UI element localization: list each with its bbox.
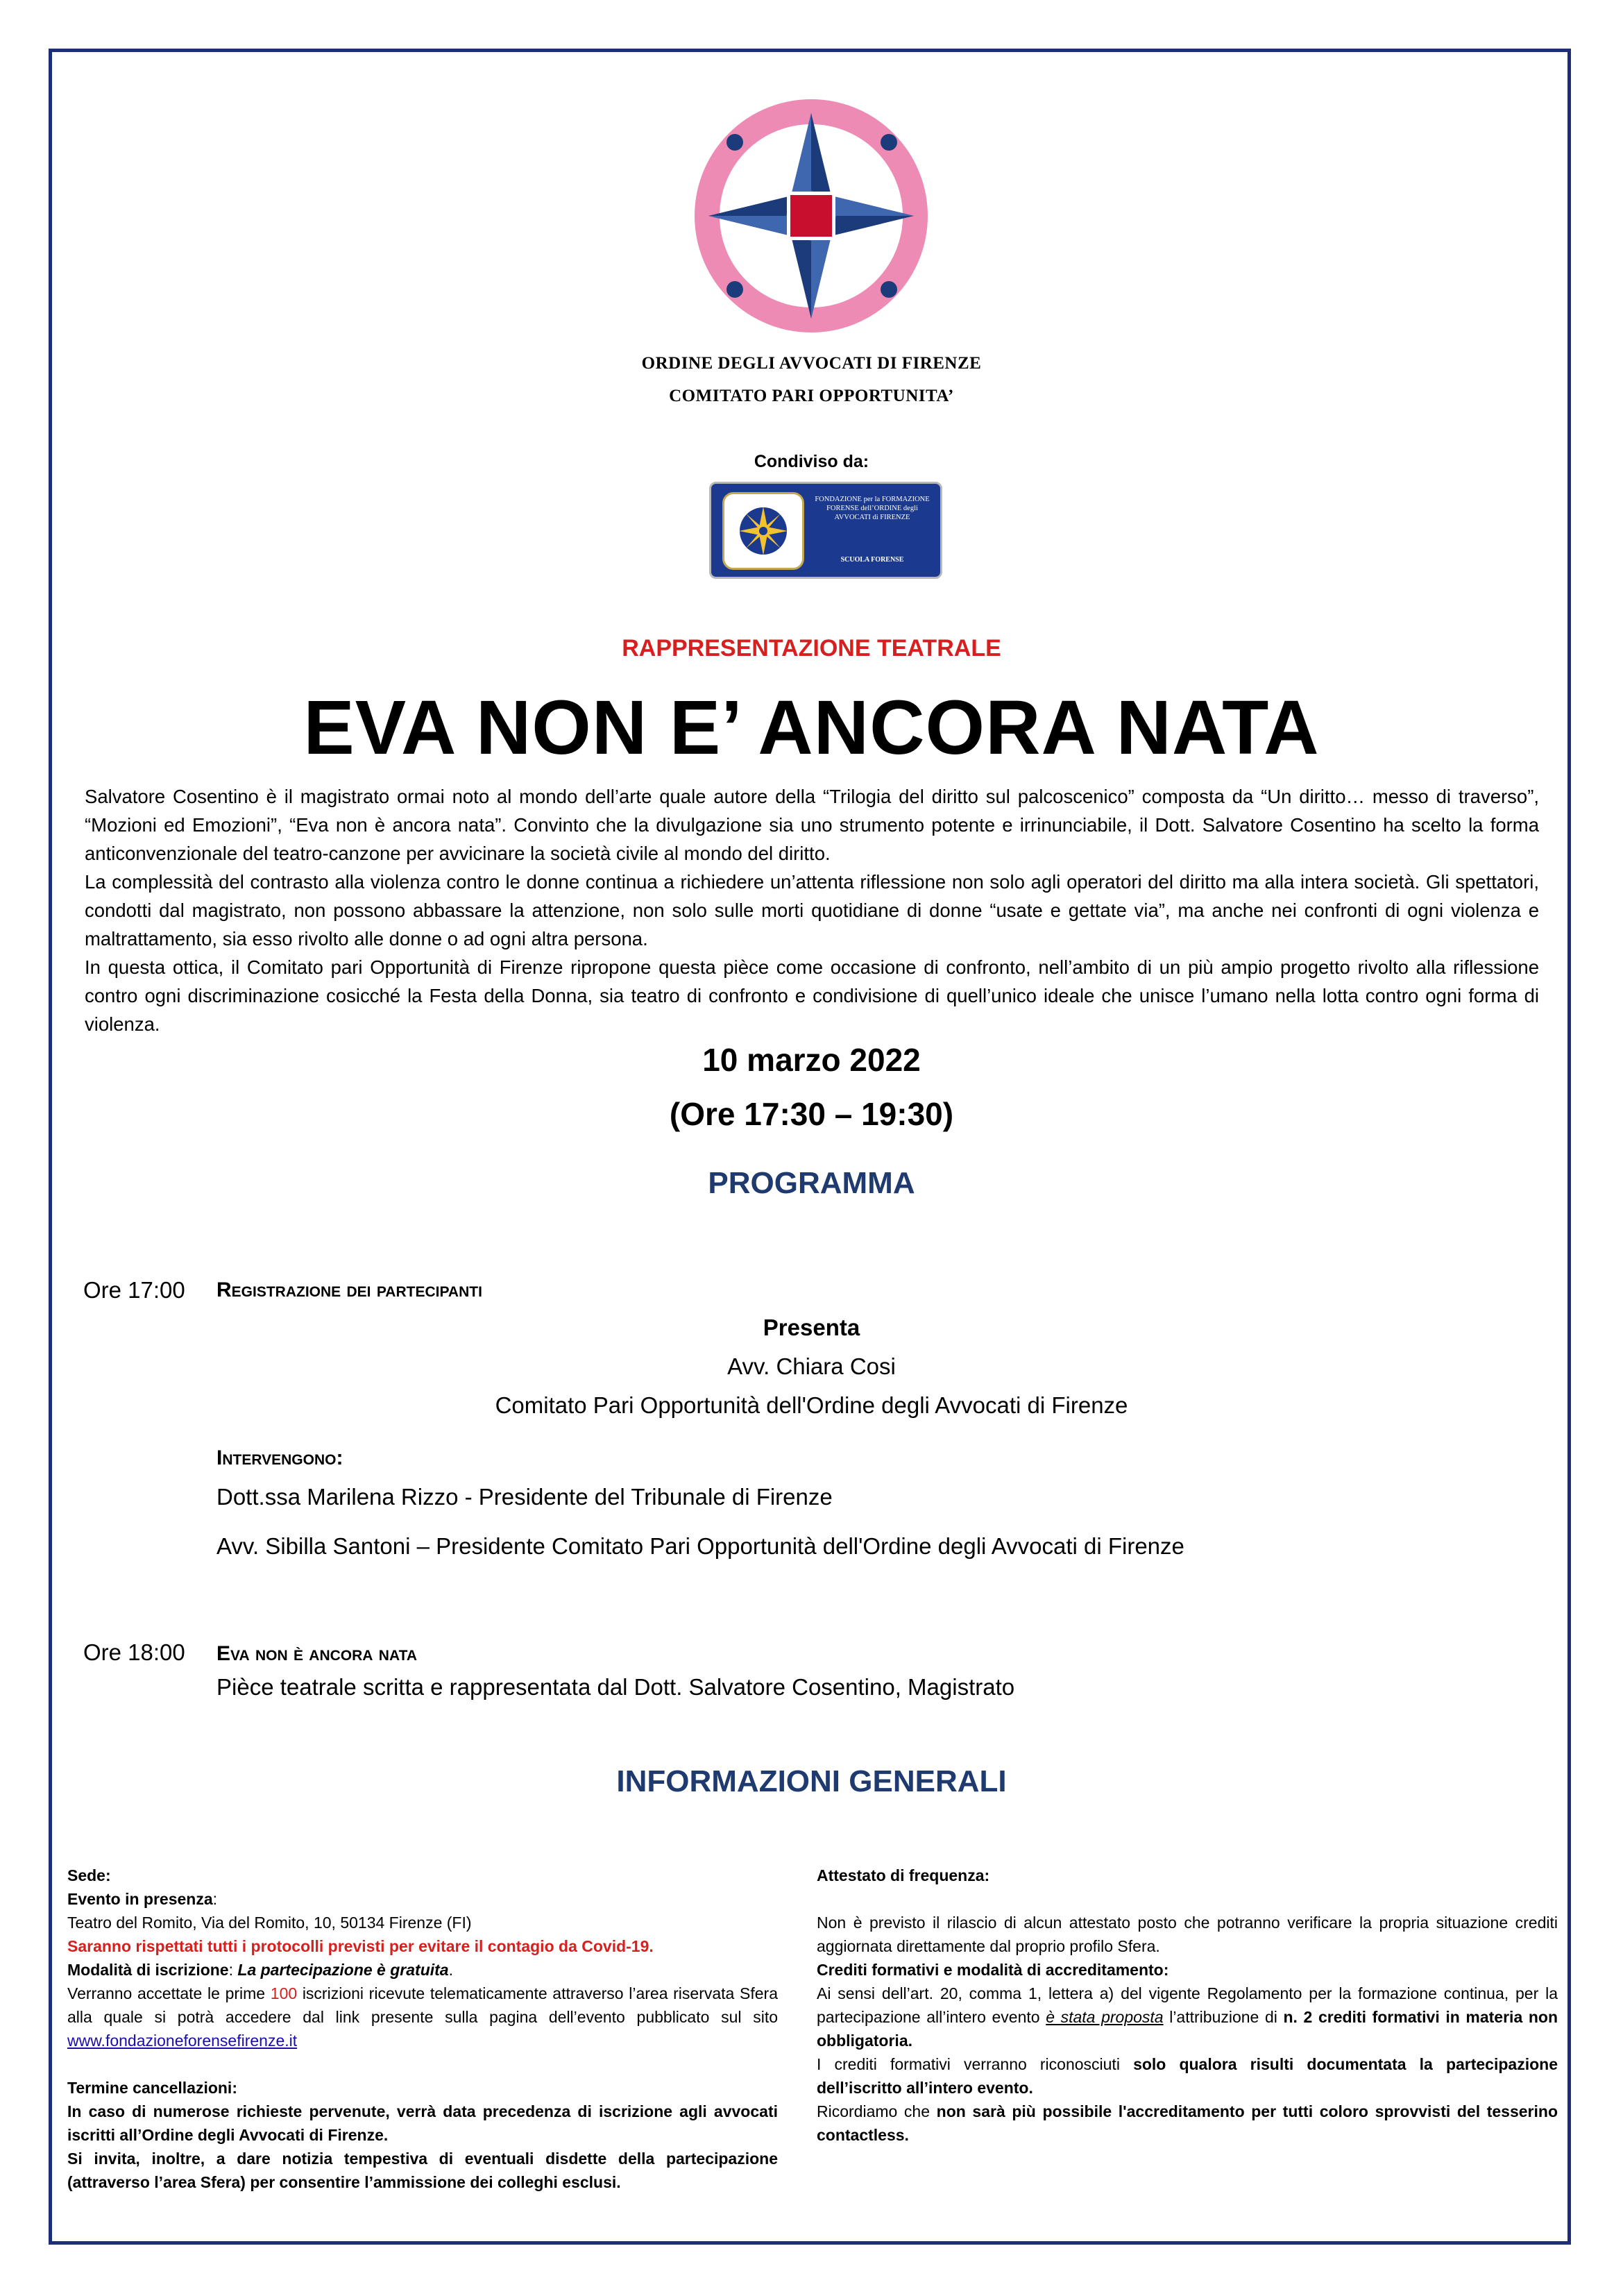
info-right-column xyxy=(817,1864,1558,2147)
info-left-column xyxy=(67,1864,778,2194)
shared-by-label: Condiviso da: xyxy=(754,452,869,471)
presenter-name: Avv. Chiara Cosi xyxy=(727,1353,896,1379)
event-type-label: RAPPRESENTAZIONE TEATRALE xyxy=(622,635,1001,661)
sede-label: Sede: xyxy=(67,1866,111,1884)
riconosciuti-text xyxy=(817,2052,1558,2100)
event-time: (Ore 17:30 – 19:30) xyxy=(669,1096,954,1132)
programme-time: Ore 17:00 xyxy=(83,1277,185,1303)
iscrizioni-pre: Verranno accettate le prime xyxy=(67,1984,271,2002)
iscrizioni-count: 100 xyxy=(270,1984,298,2002)
org-name: ORDINE DEGLI AVVOCATI DI FIRENZE xyxy=(641,354,982,373)
programme-item-title: Registrazione dei partecipanti xyxy=(216,1278,482,1301)
crediti-proposed: è stata proposta xyxy=(1046,2008,1164,2026)
badge-subtitle: SCUOLA FORENSE xyxy=(840,556,904,564)
venue-address: Teatro del Romito, Via del Romito, 10, 50134 Firenze (FI) xyxy=(67,1914,472,1932)
description-paragraph: La complessità del contrasto alla violenza contro le donne continua a richiedere un’attenta riflessione non solo agli operatori del diritto ma alla intera società. Gli spettatori, condotti dal magistrato, non possono abbassare la attenzione, non solo sulle morti quotidiane di donne “usate e gettate via”, ma anche nei confronti di ogni violenza e maltrattamento, sia esso rivolto alle donne o ad ogni altra persona. xyxy=(85,871,1539,949)
evento-label: Evento in presenza xyxy=(67,1890,213,1908)
crediti-count: n. 2 crediti formativi in materia non obbligatoria. xyxy=(817,2008,1558,2050)
attestato-text: Non è previsto il rilascio di alcun attestato posto che potranno verificare la propria situazione crediti aggiornata direttamente dal proprio profilo Sfera. xyxy=(817,1914,1558,1955)
compass-rose-logo xyxy=(689,94,933,338)
info-heading: INFORMAZIONI GENERALI xyxy=(616,1764,1007,1798)
intervengono-label: Intervengono: xyxy=(216,1446,343,1469)
ricordiamo-pre: Ricordiamo che xyxy=(817,2102,937,2120)
crediti-mid: l’attribuzione di xyxy=(1163,2008,1284,2026)
covid-notice: Saranno rispettati tutti i protocolli previsti per evitare il contagio da Covid-19. xyxy=(67,1937,654,1955)
termine-text: In caso di numerose richieste pervenute, verrà data precedenza di iscrizione agli avvocati iscritti all’Ordine degli Avvocati di Firenze. xyxy=(67,2102,778,2144)
event-description xyxy=(85,782,1539,1038)
badge-text: FONDAZIONE per la FORMAZIONE FORENSE dell’ORDINE degli AVVOCATI di FIRENZE xyxy=(815,496,930,521)
modalita-value: La partecipazione è gratuita xyxy=(237,1961,449,1979)
modalita-period: . xyxy=(448,1961,453,1979)
iscrizioni-text xyxy=(67,1982,778,2052)
presenta-label: Presenta xyxy=(763,1315,860,1340)
event-title: EVA NON E’ ANCORA NATA xyxy=(303,685,1320,770)
attestato-label: Attestato di frequenza: xyxy=(817,1866,990,1884)
disdette-text: Si invita, inoltre, a dare notizia tempestiva di eventuali disdette della partecipazione (attraverso l’area Sfera) per consentire l’ammissione dei colleghi esclusi. xyxy=(67,2150,778,2191)
crediti-text xyxy=(817,1982,1558,2052)
crediti-pre: Ai sensi dell’art. 20, comma 1, lettera a) del vigente Regolamento per la formazione continua, per la partecipazione all’intero evento xyxy=(817,1984,1558,2026)
modalita-label: Modalità di iscrizione xyxy=(67,1961,229,1979)
ricordiamo-warning: non sarà più possibile l'accreditamento per tutti coloro sprovvisti del tesserino contactless. xyxy=(817,2102,1558,2144)
description-paragraph: In questa ottica, il Comitato pari Opportunità di Firenze ripropone questa pièce come occasione di confronto, nell’ambito di un più ampio progetto rivolto alla riflessione contro ogni discriminazione cosicché la Festa della Donna, sia teatro di confronto e condivisione di quell’unico ideale che unisce l’umano nella lotta contro ogni forma di violenza. xyxy=(85,956,1539,1035)
crediti-label: Crediti formativi e modalità di accreditamento: xyxy=(817,1961,1169,1979)
speaker-item: Avv. Sibilla Santoni – Presidente Comitato Pari Opportunità dell'Ordine degli Avvocati di Firenze xyxy=(216,1533,1184,1559)
riconosciuti-condition: solo qualora risulti documentata la partecipazione dell’iscritto all’intero evento. xyxy=(817,2055,1558,2097)
iscrizioni-post: iscrizioni ricevute telematicamente attraverso l’area riservata Sfera alla quale si potrà accedere dal link presente sulla pagina dell’evento pubblicato sul sito xyxy=(67,1984,778,2026)
fondazione-badge xyxy=(709,482,942,579)
termine-label: Termine cancellazioni: xyxy=(67,2079,237,2097)
riconosciuti-pre: I crediti formativi verranno riconosciuti xyxy=(817,2055,1134,2073)
modalita-colon: : xyxy=(228,1961,238,1979)
programme-item-title: Eva non è ancora nata xyxy=(216,1642,418,1665)
speaker-item: Dott.ssa Marilena Rizzo - Presidente del Tribunale di Firenze xyxy=(216,1484,833,1510)
ricordiamo-text xyxy=(817,2100,1558,2147)
committee-name: COMITATO PARI OPPORTUNITA’ xyxy=(669,387,954,405)
programme-time: Ore 18:00 xyxy=(83,1639,185,1665)
presenter-role: Comitato Pari Opportunità dell'Ordine degli Avvocati di Firenze xyxy=(495,1392,1128,1418)
evento-colon: : xyxy=(212,1890,218,1908)
fondazione-website-link[interactable]: www.fondazioneforensefirenze.it xyxy=(67,2032,298,2050)
programma-heading: PROGRAMMA xyxy=(708,1166,915,1200)
description-paragraph: Salvatore Cosentino è il magistrato ormai noto al mondo dell’arte quale autore della “Trilogia del diritto sul palcoscenico” composta da “Un diritto… messo di traverso”, “Mozioni ed Emozioni”, “Eva non è ancora nata”. Convinto che la divulgazione sia uno strumento potente e irrinunciabile, il Dott. Salvatore Cosentino ha scelto la forma anticonvenzionale del teatro-canzone per avvicinare la società civile al mondo del diritto. xyxy=(85,786,1539,864)
event-date: 10 marzo 2022 xyxy=(702,1042,921,1078)
programme-item-description: Pièce teatrale scritta e rappresentata dal Dott. Salvatore Cosentino, Magistrato xyxy=(216,1674,1015,1700)
shield-icon xyxy=(722,492,804,570)
